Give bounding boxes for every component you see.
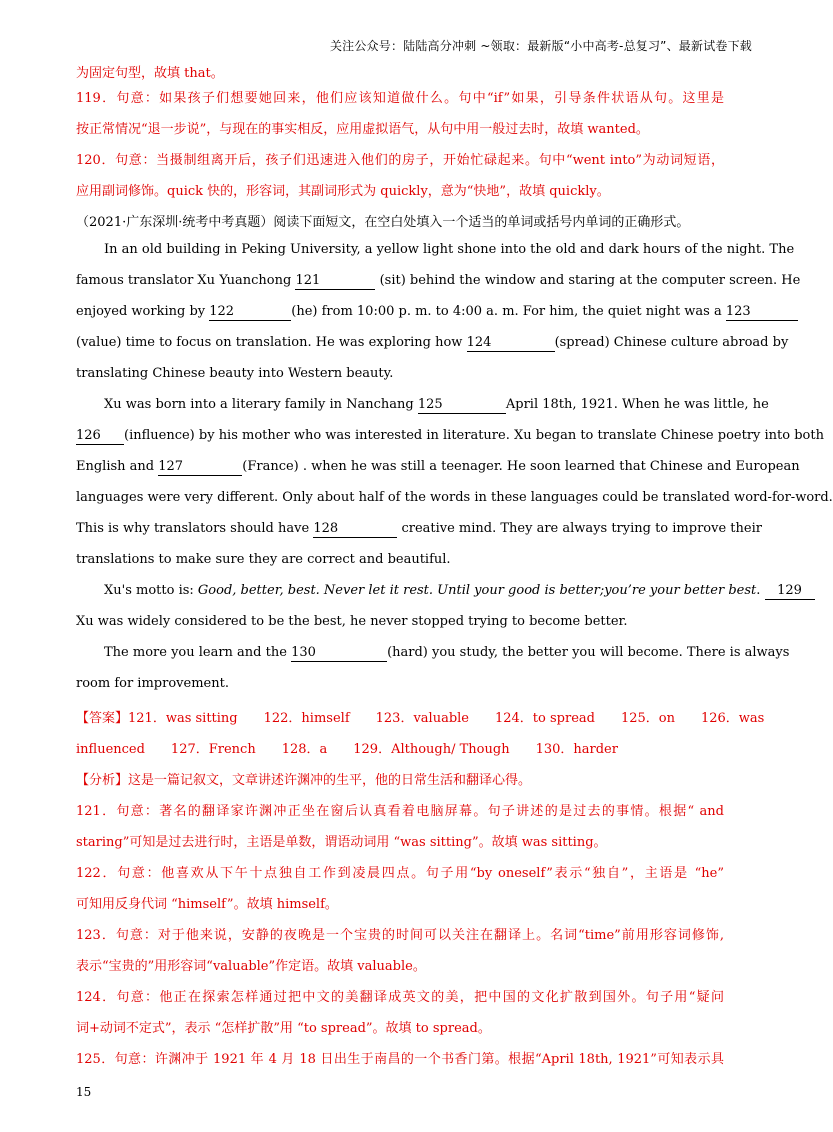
blank-122[interactable]: 122 [209,304,291,321]
prev-line-5: 应用副词修饰。quick 快的，形容词，其副词形式为 quickly，意为“快地”，故填 quickly。 [76,184,610,199]
passage-text: Xu's motto is: [104,583,198,598]
passage-text: (France) . when he was still a teenager. He soon learned that Chinese and European [242,459,800,474]
explanation-line: staring”可知是过去进行时，主语是单数，谓语动词用 “was sitting”。故填 was sitting。 [76,835,607,850]
passage-text: enjoyed working by [76,304,210,319]
blank-124[interactable]: 124 [467,335,555,352]
prev-line-2: 119．句意：如果孩子们想要她回来，他们应该知道做什么。句中“if”如果，引导条件状语从句。这里是 [76,91,724,106]
explanation-line: 125．句意：许渊冲于 1921 年 4 月 18 日出生于南昌的一个书香门第。根据“April 18th, 1921”可知表示具 [76,1052,724,1067]
passage-line: In an old building in Peking University, a yellow light shone into the old and dark hours of the night. The [104,242,795,257]
prev-line-3: 按正常情况“退一步说”，与现在的事实相反，应用虚拟语气，从句中用一般过去时，故填 wanted。 [76,122,649,137]
prev-line-4: 120．句意：当摄制组离开后，孩子们迅速进入他们的房子，开始忙碌起来。句中“went into”为动词短语， [76,153,724,168]
blank-128[interactable]: 128 [313,521,397,538]
blank-123[interactable]: 123 [726,304,798,321]
passage-text: Xu was born into a literary family in Nanchang [104,397,418,412]
explanation-line: 词+动词不定式”，表示 “怎样扩散”用 “to spread”。故填 to spread。 [76,1021,491,1036]
page-header: 关注公众号：陆陆高分冲刺 ~领取：最新版“小中高考-总复习”、最新试卷下载 [329,39,752,53]
passage-line [76,304,751,335]
passage-text: (spread) Chinese culture abroad by [554,335,789,350]
passage-line: Xu was widely considered to be the best, he never stopped trying to become better. [76,614,628,629]
passage-line [76,645,790,676]
passage-text: April 18th, 1921. When he was little, he [505,397,769,412]
blank-129[interactable]: 129 [765,583,815,600]
blank-121[interactable]: 121 [295,273,375,290]
explanation-line: 121．句意：著名的翻译家许渊冲正坐在窗后认真看着电脑屏幕。句子讲述的是过去的事情。根据“ and [76,804,724,819]
explanation-line: 123．句意：对于他来说，安静的夜晚是一个宝贵的时间可以关注在翻译上。名词“time”前用形容词修饰, [76,928,724,943]
passage-line [76,397,769,428]
motto-text: Good, better, best. Never let it rest. Until your good is better;you’re your better best [197,583,757,598]
passage-text: This is why translators should have [76,521,314,536]
blank-126[interactable]: 126 [76,428,124,445]
passage-line [76,583,802,614]
passage-text: famous translator Xu Yuanchong [76,273,296,288]
page-content [76,62,833,1079]
passage-line: translating Chinese beauty into Western beauty. [76,366,394,381]
task-intro: （2021·广东深圳·统考中考真题）阅读下面短文，在空白处填入一个适当的单词或括号内单词的正确形式。 [76,215,690,230]
passage-text: The more you learn and the [104,645,292,660]
passage-line: languages were very different. Only about half of the words in these languages could be translated word-for-word. [76,490,833,505]
prev-line-1: 为固定句型，故填 that。 [76,66,224,81]
explanation-line: 可知用反身代词 “himself”。故填 himself。 [76,897,338,912]
passage-text: (value) time to focus on translation. He was exploring how [76,335,467,350]
explanation-line: 124．句意：他正在探索怎样通过把中文的美翻译成英文的美，把中国的文化扩散到国外。句子用“疑问 [76,990,724,1005]
analysis-line: 【分析】这是一篇记叙文，文章讲述许渊冲的生平，他的日常生活和翻译心得。 [76,773,532,788]
explanation-line: 122．句意：他喜欢从下午十点独自工作到凌晨四点。句子用“by oneself”表示“独自”，主语是 “he” [76,866,724,881]
explanation-line: 表示“宝贵的”用形容词“valuable”作定语。故填 valuable。 [76,959,426,974]
passage-text: (he) from 10:00 p. m. to 4:00 a. m. For him, the quiet night was a [291,304,726,319]
answer-line-1: 【答案】121．was sitting 122．himself 123．valuable 124．to spread 125．on 126．was [76,711,765,726]
blank-125[interactable]: 125 [418,397,506,414]
passage-text: . [756,583,765,598]
answer-line-2: influenced 127．French 128．a 129．Although/ Though 130．harder [76,742,618,757]
page-number: 15 [76,1085,92,1099]
passage-line [76,521,762,552]
passage-line [76,335,789,366]
passage-text: (influence) by his mother who was interested in literature. Xu began to translate Chinese poetry into both [124,428,824,443]
passage-text: English and [76,459,159,474]
passage-line [76,273,801,304]
passage-line: translations to make sure they are correct and beautiful. [76,552,451,567]
passage-line [76,459,800,490]
blank-127[interactable]: 127 [158,459,242,476]
passage-line: room for improvement. [76,676,229,691]
passage-line [76,428,824,459]
passage-text: (hard) you study, the better you will become. There is always [387,645,790,660]
passage-text: creative mind. They are always trying to improve their [397,521,762,536]
passage-text: (sit) behind the window and staring at the computer screen. He [375,273,801,288]
blank-130[interactable]: 130 [291,645,387,662]
